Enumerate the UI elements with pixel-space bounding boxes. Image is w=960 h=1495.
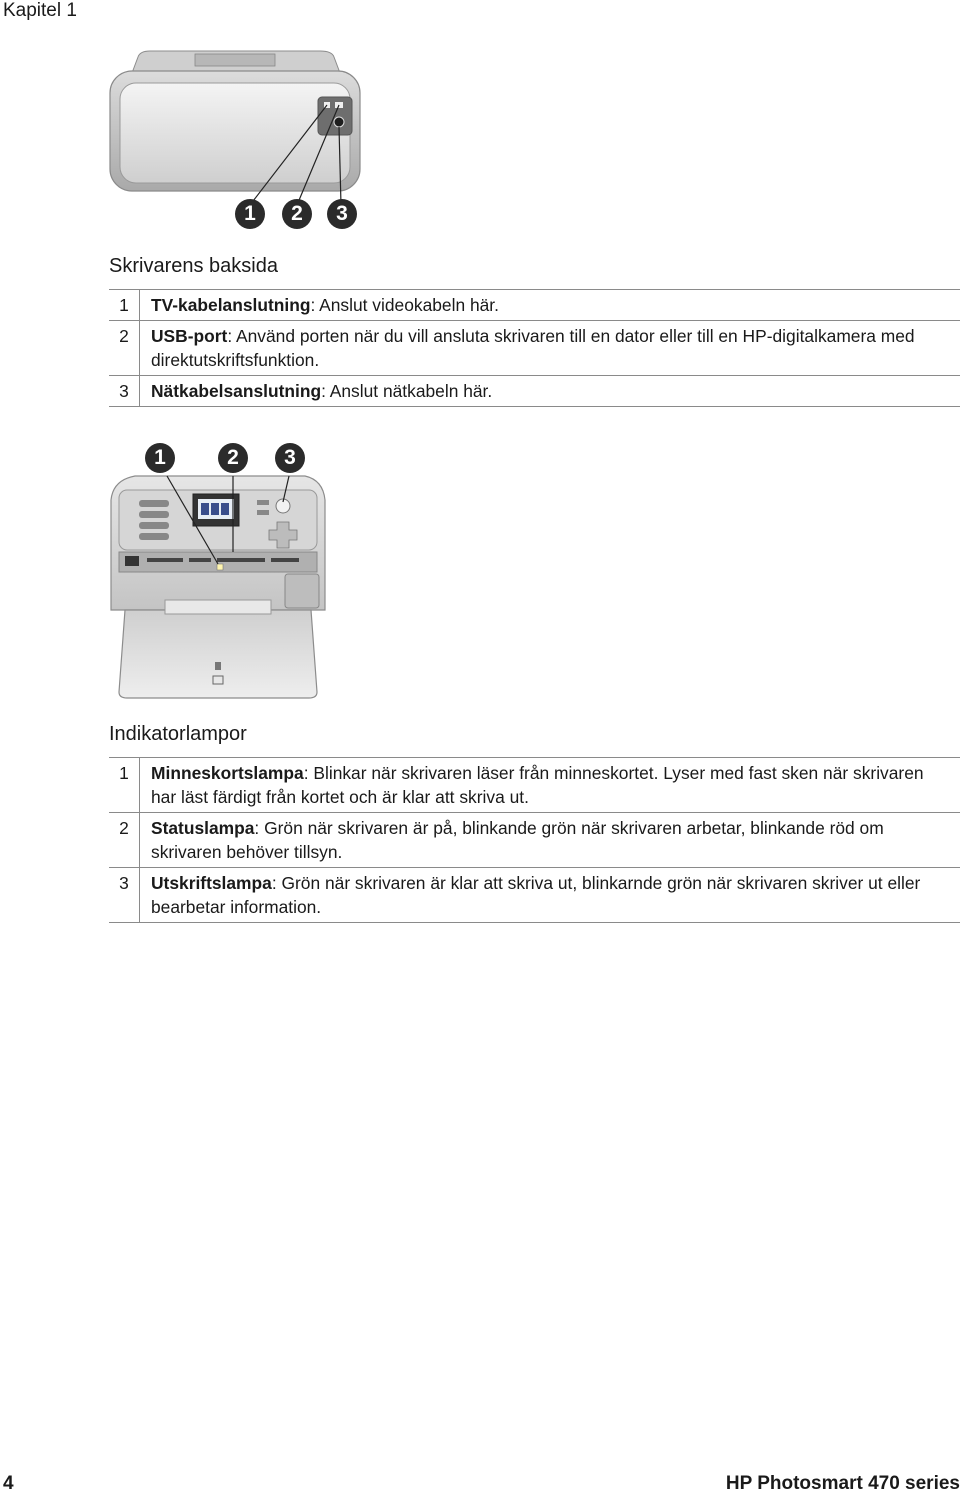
callout-1-badge: 1: [235, 199, 265, 229]
table-row: [109, 290, 960, 321]
printer-back-figure: [100, 45, 370, 235]
callout-1-badge: 1: [145, 443, 175, 473]
product-name: HP Photosmart 470 series: [726, 1473, 960, 1495]
term: Nätkabelsanslutning: [151, 381, 321, 401]
table-row: [109, 376, 960, 407]
row-number: 1: [109, 758, 140, 813]
row-number: 3: [109, 376, 140, 407]
row-description: [140, 813, 960, 868]
term: Statuslampa: [151, 818, 254, 838]
chapter-header: Kapitel 1: [3, 0, 77, 22]
row-number: 3: [109, 868, 140, 923]
term: Minneskortslampa: [151, 763, 304, 783]
definition: : Använd porten när du vill ansluta skrivaren till en dator eller till en HP-digitalkamera med direktutskriftsfunktion.: [151, 326, 915, 370]
row-description: [140, 758, 960, 813]
term: Utskriftslampa: [151, 873, 272, 893]
section-title-back: Skrivarens baksida: [109, 255, 278, 278]
definition: : Blinkar när skrivaren läser från minneskortet. Lyser med fast sken när skrivaren har läst färdigt från kortet och är klar att skriva ut.: [151, 763, 924, 807]
table-row: [109, 321, 960, 376]
definition: : Anslut videokabeln här.: [310, 295, 499, 315]
callout-3-badge: 3: [275, 443, 305, 473]
definition: : Anslut nätkabeln här.: [321, 381, 492, 401]
callout-2-badge: 2: [282, 199, 312, 229]
row-description: [140, 321, 960, 376]
indicator-legend-table: [109, 757, 960, 923]
definition: : Grön när skrivaren är på, blinkande grön när skrivaren arbetar, blinkande röd om skrivaren behöver tillsyn.: [151, 818, 884, 862]
callout-2-badge: 2: [218, 443, 248, 473]
table-row: [109, 758, 960, 813]
back-legend-table: [109, 289, 960, 407]
page-number: 4: [3, 1473, 14, 1495]
row-description: [140, 290, 960, 321]
row-number: 2: [109, 813, 140, 868]
printer-front-illustration: [105, 440, 335, 702]
term: USB-port: [151, 326, 227, 346]
row-number: 1: [109, 290, 140, 321]
callout-3-badge: 3: [327, 199, 357, 229]
table-row: [109, 813, 960, 868]
table-row: [109, 868, 960, 923]
printer-front-figure: [105, 440, 335, 702]
term: TV-kabelanslutning: [151, 295, 310, 315]
row-description: [140, 868, 960, 923]
row-number: 2: [109, 321, 140, 376]
definition: : Grön när skrivaren är klar att skriva ut, blinkarnde grön när skrivaren skriver ut eller bearbetar information.: [151, 873, 920, 917]
section-title-indicators: Indikatorlampor: [109, 723, 247, 746]
row-description: [140, 376, 960, 407]
